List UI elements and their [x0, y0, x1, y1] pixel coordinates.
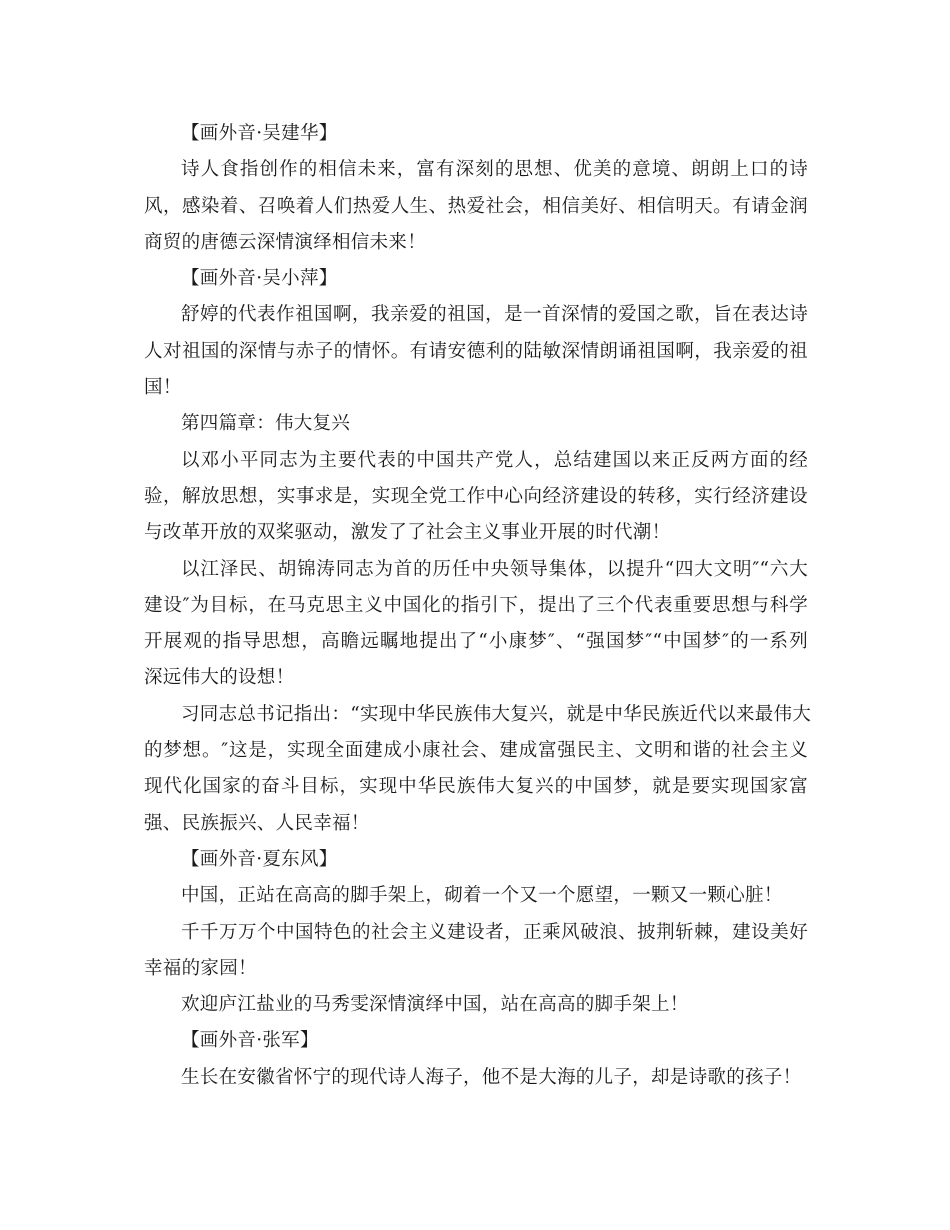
voiceover-heading: [144, 261, 808, 297]
paragraph: [144, 697, 812, 842]
text-line: 生长在安徽省怀宁的现代诗人海子，他不是大海的儿子，却是诗歌的孩子！: [181, 1066, 802, 1088]
voiceover-heading: [144, 842, 808, 878]
text-line: 以邓小平同志为主要代表的中国共产党人，总结建国以来正反两方面的经: [181, 449, 808, 471]
voiceover-heading: [144, 116, 808, 152]
text-line: 强、民族振兴、人民幸福！: [144, 812, 370, 834]
text-line: 以江泽民、胡锦涛同志为首的历任中央领导集体，以提升“四大文明″“六大: [181, 558, 808, 580]
text-line: 第四篇章：伟大复兴: [181, 413, 351, 435]
text-line: 中国，正站在高高的脚手架上，砌着一个又一个愿望，一颗又一颗心脏！: [181, 885, 783, 907]
text-line: 幸福的家园！: [144, 957, 257, 979]
text-line: 舒婷的代表作祖国啊，我亲爱的祖国，是一首深情的爱国之歌，旨在表达诗: [181, 304, 808, 326]
paragraph: [144, 552, 808, 697]
paragraph: [144, 878, 808, 914]
chapter-heading: [144, 406, 808, 442]
paragraph: [144, 915, 808, 988]
paragraph: [144, 1060, 808, 1096]
text-line: 【画外音·张军】: [181, 1030, 319, 1052]
text-line: 【画外音·吴建华】: [181, 123, 338, 144]
text-line: 千千万万个中国特色的社会主义建设者，正乘风破浪、披荆斩棘，建设美好: [181, 921, 808, 943]
text-line: 的梦想。″这是，实现全面建成小康社会、建成富强民主、文明和谐的社会主义: [144, 740, 808, 762]
text-line: 欢迎庐江盐业的马秀雯深情演绎中国，站在高高的脚手架上！: [181, 994, 689, 1016]
text-line: 人对祖国的深情与赤子的情怀。有请安德利的陆敏深情朗诵祖国啊，我亲爱的祖: [144, 340, 808, 362]
text-line: 开展观的指导思想，高瞻远瞩地提出了“小康梦″、“强国梦″“中国梦″的一系列: [144, 631, 808, 653]
text-line: 诗人食指创作的相信未来，富有深刻的思想、优美的意境、朗朗上口的诗: [181, 159, 808, 181]
document-body: [144, 116, 812, 1096]
paragraph: [144, 443, 808, 552]
paragraph: [144, 987, 808, 1023]
text-line: 【画外音·吴小萍】: [181, 268, 338, 290]
text-line: 现代化国家的奋斗目标，实现中华民族伟大复兴的中国梦，就是要实现国家富: [144, 776, 808, 798]
text-line: 与改革开放的双桨驱动，激发了了社会主义事业开展的时代潮！: [144, 522, 671, 544]
paragraph: [144, 152, 808, 261]
text-line: 习同志总书记指出：“实现中华民族伟大复兴，就是中华民族近代以来最伟大: [181, 703, 812, 725]
text-line: 国！: [144, 377, 182, 399]
text-line: 深远伟大的设想！: [144, 667, 295, 689]
text-line: 风，感染着、召唤着人们热爱人生、热爱社会，相信美好、相信明天。有请金润: [144, 195, 808, 217]
text-line: 建设″为目标，在马克思主义中国化的指引下，提出了三个代表重要思想与科学: [144, 594, 808, 616]
paragraph: [144, 297, 808, 406]
text-line: 验，解放思想，实事求是，实现全党工作中心向经济建设的转移，实行经济建设: [144, 485, 808, 507]
text-line: 商贸的唐德云深情演绎相信未来！: [144, 231, 427, 253]
voiceover-heading: [144, 1023, 808, 1059]
text-line: 【画外音·夏东风】: [181, 848, 338, 870]
